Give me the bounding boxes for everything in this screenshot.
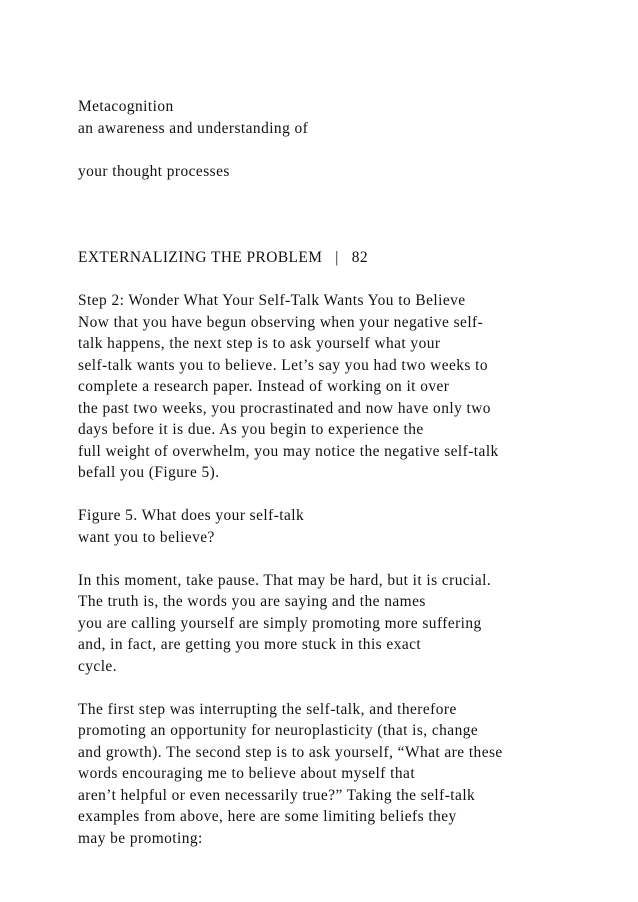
definition-line: your thought processes xyxy=(78,163,230,180)
paragraph-2-line: The truth is, the words you are saying and the names xyxy=(78,593,426,610)
running-header: EXTERNALIZING THE PROBLEM | 82 xyxy=(78,249,368,266)
paragraph-3-line: The first step was interrupting the self-talk, and therefore xyxy=(78,701,457,718)
paragraph-3-line: words encouraging me to believe about myself that xyxy=(78,765,416,782)
definition-line: an awareness and understanding of xyxy=(78,120,309,137)
definition-term: Metacognition xyxy=(78,98,174,115)
figure-caption: Figure 5. What does your self-talk xyxy=(78,507,305,524)
paragraph-2-line: you are calling yourself are simply promoting more suffering xyxy=(78,615,482,632)
figure-caption: want you to believe? xyxy=(78,529,215,546)
paragraph-2-line: and, in fact, are getting you more stuck in this exact xyxy=(78,636,422,653)
step-heading: Step 2: Wonder What Your Self-Talk Wants You to Believe xyxy=(78,292,466,309)
paragraph-2-line: In this moment, take pause. That may be hard, but it is crucial. xyxy=(78,572,492,589)
paragraph-3-line: and growth). The second step is to ask yourself, “What are these xyxy=(78,744,503,761)
paragraph-2-line: cycle. xyxy=(78,658,118,675)
paragraph-3-line: aren’t helpful or even necessarily true?” Taking the self-talk xyxy=(78,787,476,804)
paragraph-1-line: Now that you have begun observing when your negative self- xyxy=(78,314,484,331)
paragraph-3-line: promoting an opportunity for neuroplasticity (that is, change xyxy=(78,722,479,739)
paragraph-1-line: complete a research paper. Instead of working on it over xyxy=(78,378,450,395)
paragraph-1-line: days before it is due. As you begin to experience the xyxy=(78,421,424,438)
paragraph-1-line: self-talk wants you to believe. Let’s say you had two weeks to xyxy=(78,357,489,374)
paragraph-3-line: may be promoting: xyxy=(78,830,203,847)
paragraph-3-line: examples from above, here are some limiting beliefs they xyxy=(78,808,457,825)
paragraph-1-line: befall you (Figure 5). xyxy=(78,464,220,481)
paragraph-1-line: full weight of overwhelm, you may notice the negative self-talk xyxy=(78,443,499,460)
paragraph-1-line: the past two weeks, you procrastinated and now have only two xyxy=(78,400,491,417)
paragraph-1-line: talk happens, the next step is to ask yourself what your xyxy=(78,335,441,352)
